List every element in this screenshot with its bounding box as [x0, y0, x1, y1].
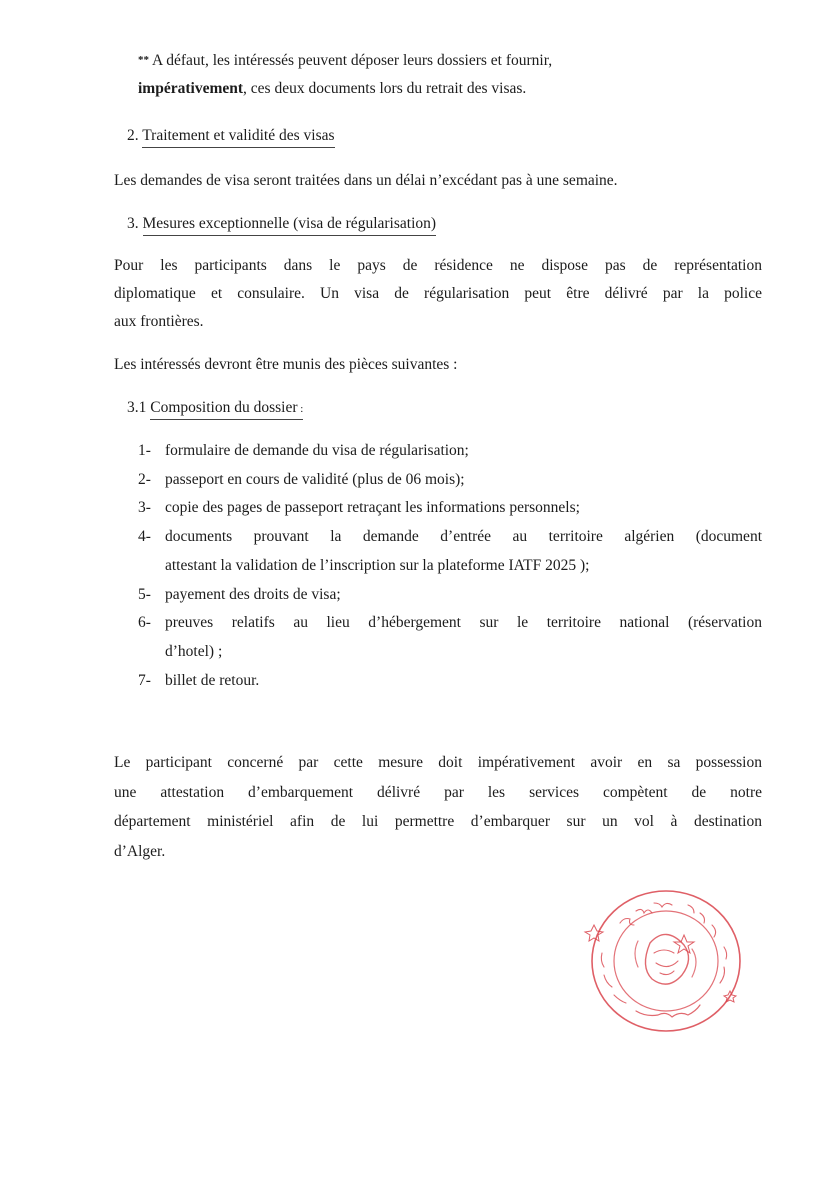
list-item-number: 4- — [138, 528, 151, 546]
section-3-1-title: Composition du dossier : — [150, 399, 303, 420]
section-3-para-line-3: aux frontières. — [114, 313, 204, 330]
intro-line-1: ** A défaut, les intéressés peuvent déposer leurs dossiers et fournir, — [138, 52, 553, 69]
closing-line-4: d’Alger. — [114, 842, 166, 860]
closing-line-3: département ministériel afin de lui permettre d’embarquer sur un vol à destination — [114, 813, 762, 830]
section-3-1-number: 3.1 — [127, 399, 147, 416]
list-item: 6- preuves relatifs au lieu d’hébergement sur le territoire national (réservation d’hotel) ; — [138, 609, 762, 666]
list-item-number: 1- — [138, 442, 151, 459]
closing-line-1: Le participant concerné par cette mesure doit impérativement avoir en sa possession — [114, 754, 762, 771]
list-item-number: 6- — [138, 614, 151, 632]
section-2-heading — [127, 122, 335, 150]
intro-stars: ** — [138, 54, 149, 66]
list-item: 4- documents prouvant la demande d’entrée au territoire algérien (document attestant la validation de l’inscription sur la plateforme IATF 2025 ); — [138, 523, 762, 580]
list-item: 7- billet de retour. — [138, 667, 762, 696]
section-3-1-heading — [127, 394, 303, 423]
section-2-number: 2. — [127, 127, 139, 144]
dossier-list — [138, 437, 762, 695]
list-item: 3- copie des pages de passeport retraçant les informations personnels; — [138, 494, 762, 523]
section-3-heading — [127, 210, 436, 238]
section-3-number: 3. — [127, 215, 139, 232]
section-2-text: Les demandes de visa seront traitées dans un délai n’excédant pas à une semaine. — [114, 172, 618, 189]
list-item-number: 5- — [138, 585, 151, 603]
section-3-paragraph — [114, 252, 762, 336]
intro-note — [138, 46, 658, 103]
pieces-intro: Les intéressés devront être munis des pièces suivantes : — [114, 356, 458, 373]
intro-bold-word: impérativement — [138, 80, 244, 97]
intro-line-2: impérativement, ces deux documents lors du retrait des visas. — [138, 80, 527, 97]
section-3-para-line-2: diplomatique et consulaire. Un visa de régularisation peut être délivré par la police — [114, 285, 762, 302]
section-3-para-line-1: Pour les participants dans le pays de résidence ne dispose pas de représentation — [114, 257, 762, 274]
list-item-number: 2- — [138, 470, 151, 488]
list-item: 2- passeport en cours de validité (plus de 06 mois); — [138, 466, 762, 495]
closing-paragraph — [114, 748, 762, 866]
list-item-number: 3- — [138, 499, 151, 517]
official-seal-icon — [580, 883, 750, 1035]
list-item: 1- formulaire de demande du visa de régularisation; — [138, 437, 762, 466]
list-item: 5- payement des droits de visa; — [138, 581, 762, 610]
closing-line-2: une attestation d’embarquement délivré par les services compètent de notre — [114, 783, 762, 801]
section-3-title: Mesures exceptionnelle (visa de régularisation) — [143, 215, 437, 236]
list-item-number: 7- — [138, 671, 151, 689]
section-2-title: Traitement et validité des visas — [142, 127, 334, 148]
